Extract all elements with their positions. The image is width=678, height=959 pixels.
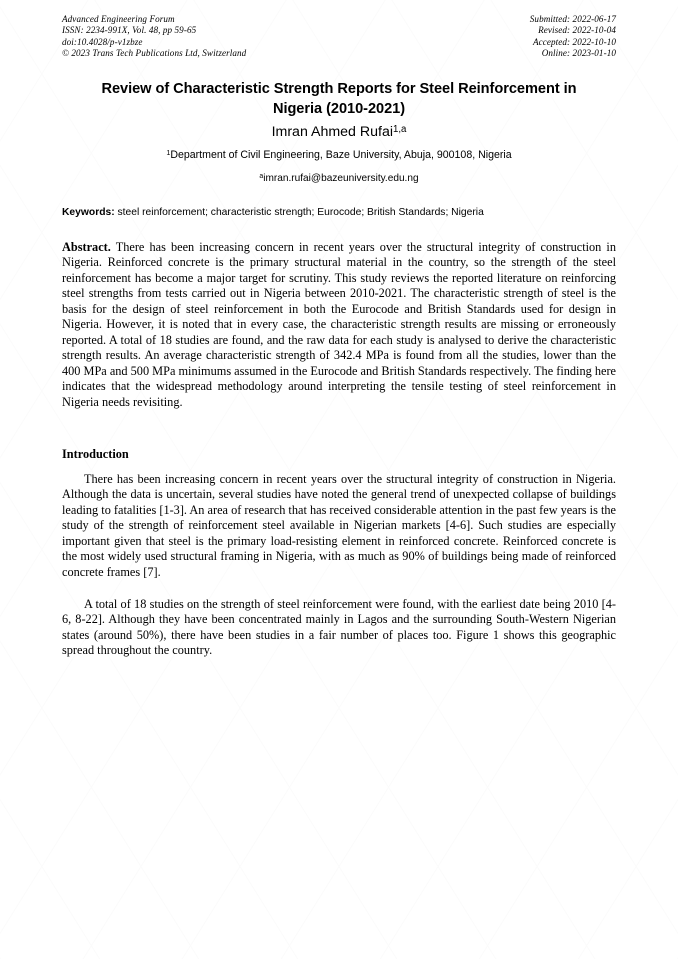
date-accepted: Accepted: 2022-10-10 [532, 36, 616, 47]
title-line-2: Nigeria (2010-2021) [272, 100, 406, 117]
page-title [62, 80, 616, 119]
author-affiliation-marker: 1,a [393, 123, 407, 135]
journal-issn: ISSN: 2234-991X, Vol. 48, pp 59-65 [62, 25, 197, 36]
journal-name: Advanced Engineering Forum [62, 14, 175, 24]
affiliation-marker: 1 [166, 147, 171, 157]
date-submitted: Submitted: 2022-06-17 [529, 14, 616, 24]
title-line-1: Review of Characteristic Strength Reports for Steel Reinforcement in [101, 81, 577, 97]
author-name: Imran Ahmed Rufai [271, 124, 394, 140]
date-revised: Revised: 2022-10-04 [538, 25, 616, 36]
keywords-line [62, 206, 616, 220]
abstract-text: There has been increasing concern in recent years over the structural integrity of construction in Nigeria. Reinforced concrete is the primary structural material in the country, so the strength of the steel reinforcement has become a major target for scrutiny. This study reviews the reported literature on reinforcing steel strengths from tests carried out in Nigeria between 2010-2021. The characteristic strength of steel is the basis for the design of steel reinforcement in both the Eurocode and British Standards used for design in Nigeria. However, it is noted that in every case, the characteristic strength results are missing or erroneously reported. A total of 18 studies are found, and the raw data for each study is analysed to derive the characteristic strength results. An average characteristic strength of 342.4 MPa is found from all the studies, lower than the 400 MPa and 500 MPa minimums assumed in the Eurocode and British Standards respectively. The finding here indicates that the widespread methodology around interpreting the tensile testing of steel reinforcement in Nigeria needs revisiting. [62, 240, 616, 409]
affiliation-line [62, 148, 616, 162]
introduction-paragraph-1: There has been increasing concern in recent years over the structural integrity of construction in Nigeria. Although the data is uncertain, several studies have noted the general trend of unexpected collapse of buildings leading to fatalities [1-3]. An area of research that has received considerable attention in the past few years is the study of the strength of reinforcement steel available in Nigerian markets [4-6]. Such studies are especially important given that steel is the primary load-resisting element in reinforced concrete. Reinforced concrete is the most widely used structural framing in Nigeria, with as much as 90% of buildings being made of reinforced concrete frames [7]. [62, 472, 616, 579]
abstract-label: Abstract. [62, 240, 111, 254]
journal-info-block [62, 14, 246, 60]
journal-masthead [62, 14, 616, 60]
author-email-line [62, 172, 616, 186]
date-online: Online: 2023-01-10 [541, 48, 616, 59]
journal-doi[interactable]: doi:10.4028/p-v1zbze [62, 36, 143, 47]
author-line [62, 123, 616, 141]
abstract-paragraph [62, 240, 616, 410]
affiliation-text: Department of Civil Engineering, Baze University, Abuja, 900108, Nigeria [170, 149, 512, 161]
section-heading-introduction: Introduction [62, 447, 129, 461]
journal-copyright: © 2023 Trans Tech Publications Ltd, Switzerland [62, 48, 247, 59]
introduction-paragraph-2: A total of 18 studies on the strength of steel reinforcement were found, with the earliest date being 2010 [4-6, 8-22]. Although they have been concentrated mainly in Lagos and the surrounding South-Western Nigerian states (around 50%), there have been studies in a fair number of places too. Figure 1 shows this geographic spread throughout the country. [62, 597, 616, 658]
author-email[interactable]: imran.rufai@bazeuniversity.edu.ng [263, 173, 419, 184]
keywords-label: Keywords: [62, 207, 115, 218]
publication-dates-block [530, 14, 616, 60]
keywords-text: steel reinforcement; characteristic strength; Eurocode; British Standards; Nigeria [114, 207, 484, 218]
email-marker: a [259, 173, 264, 181]
